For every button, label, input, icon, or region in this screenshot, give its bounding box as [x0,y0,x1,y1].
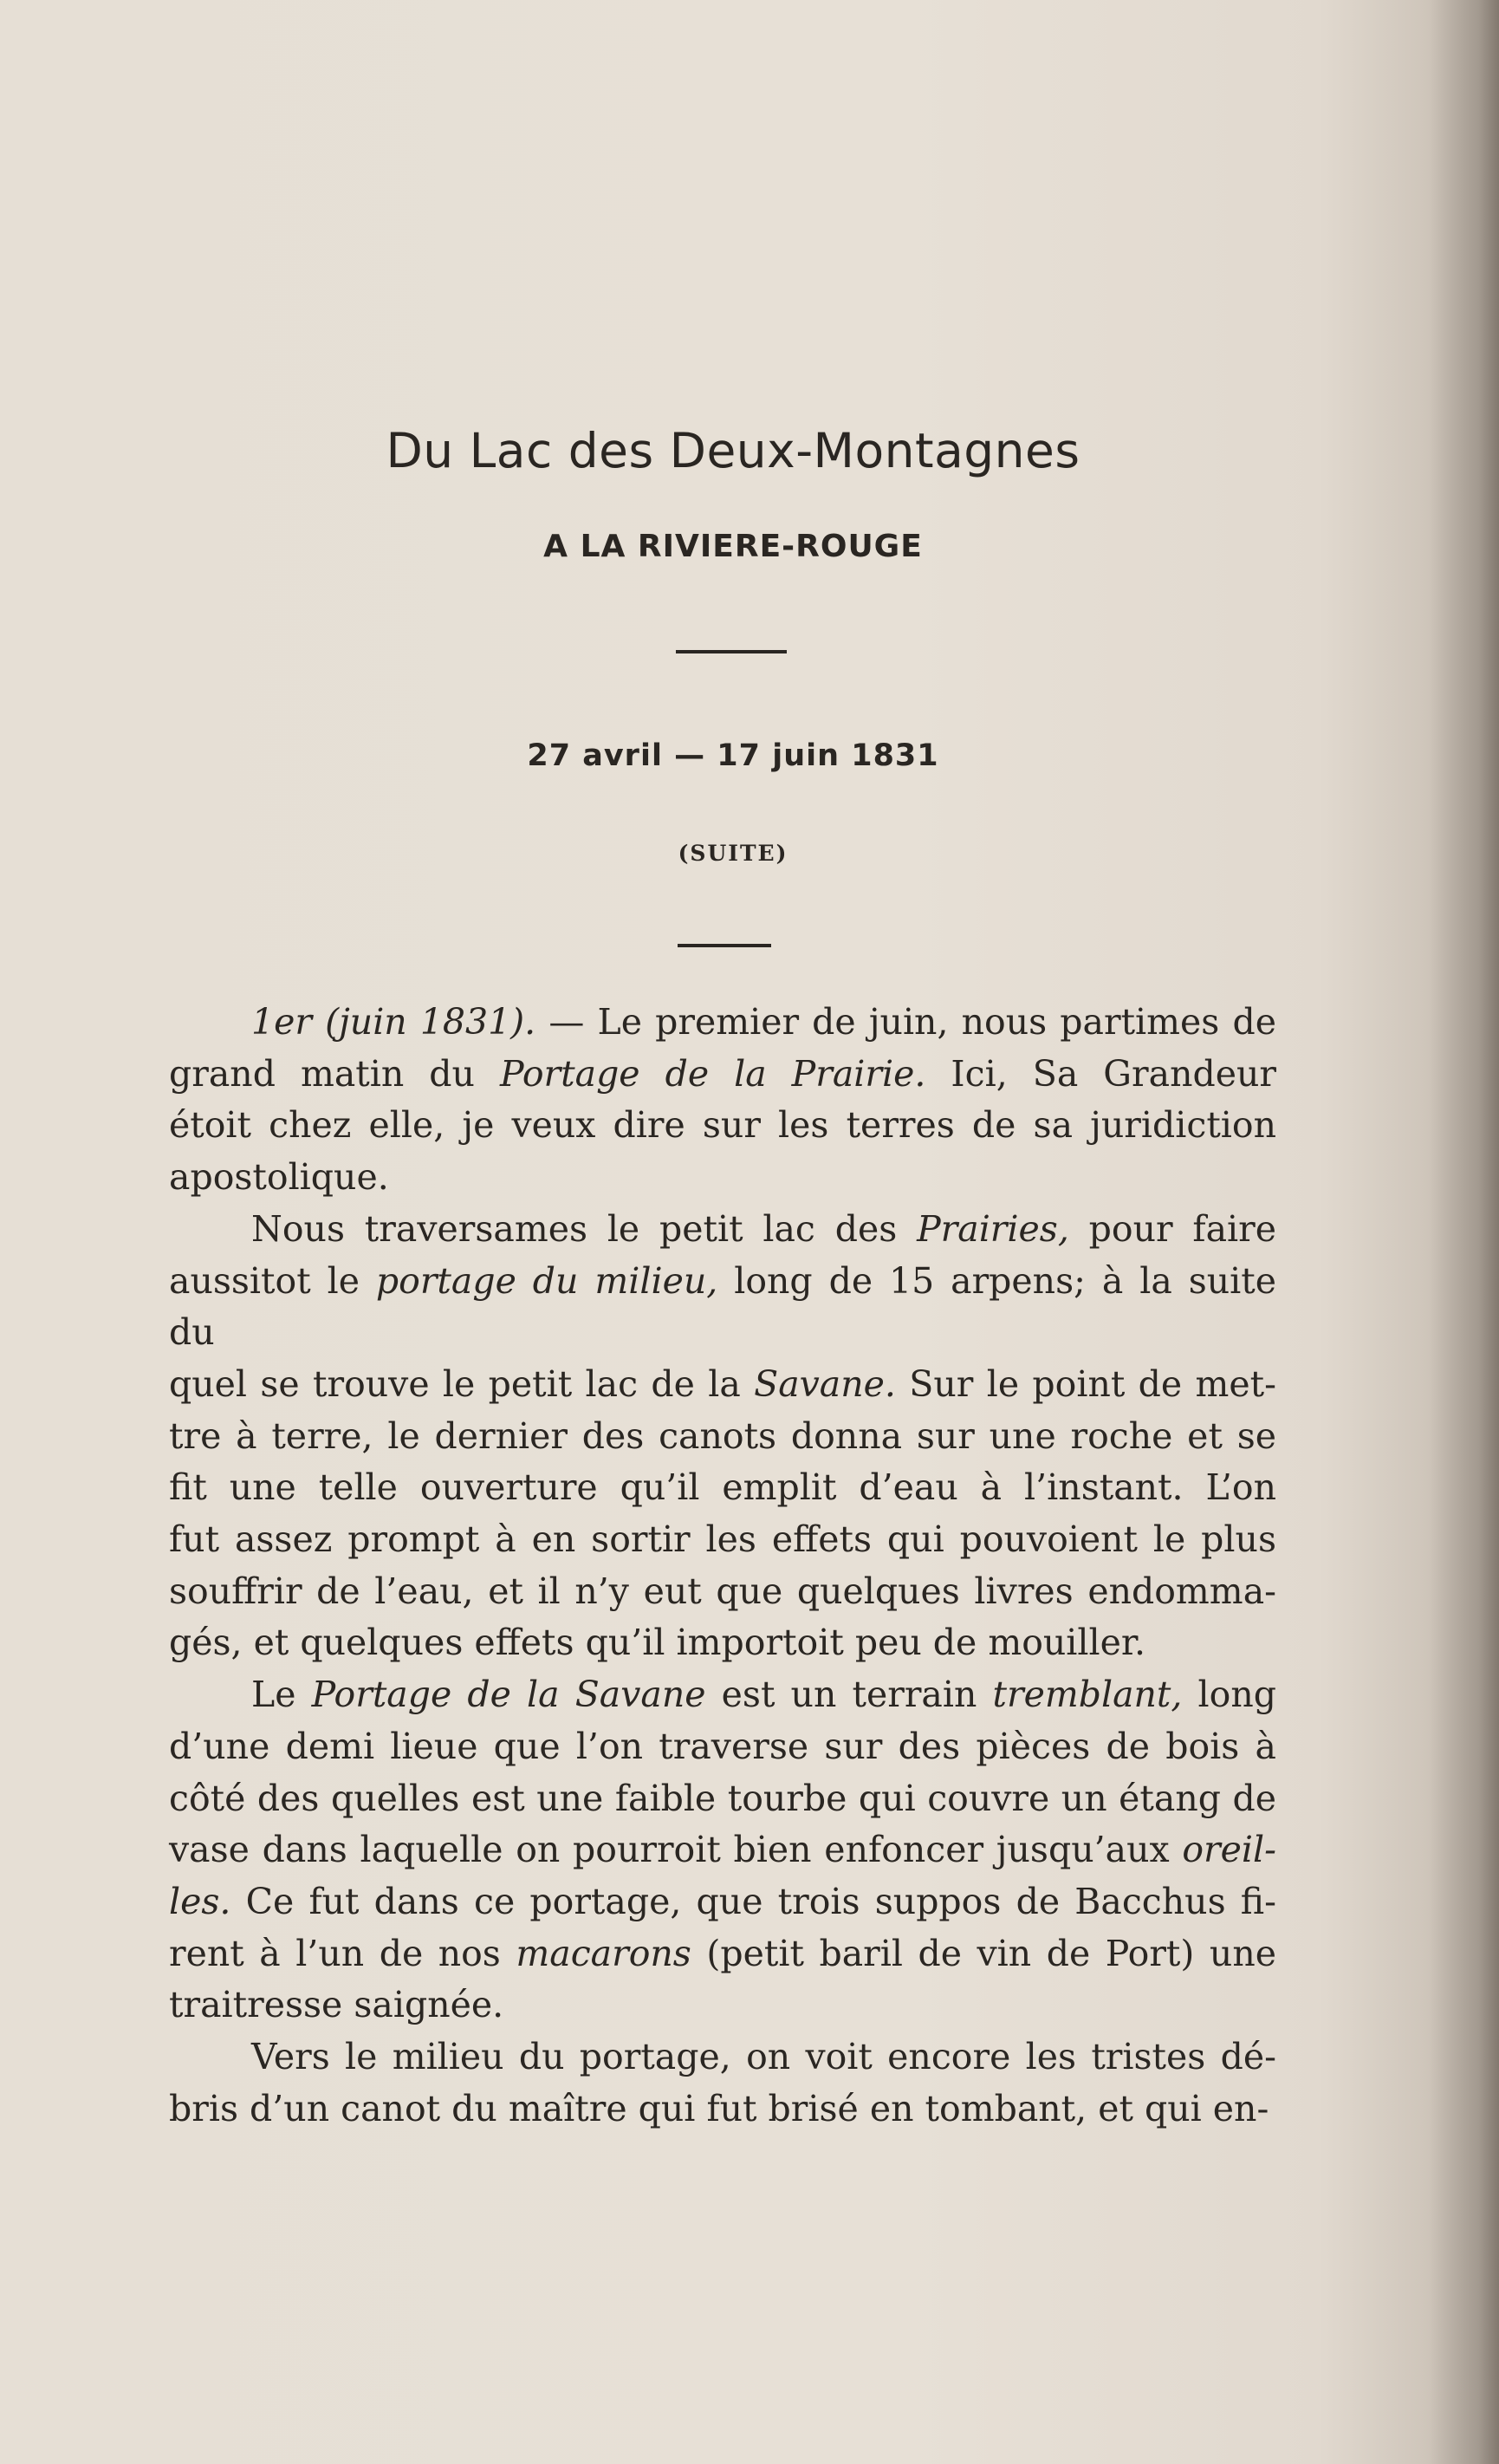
text-line [169,1617,1276,1669]
italic-text: Prairies, [917,1207,1069,1250]
chapter-subtitle: A LA RIVIERE-ROUGE [543,529,923,564]
text-span: Ici, Sa Grandeur [925,1052,1276,1095]
italic-text: tremblant, [992,1674,1183,1716]
italic-text: Portage de la Savane [311,1674,706,1716]
italic-text: Portage de la Prairie. [499,1052,926,1095]
date-range: 27 avril — 17 juin 1831 [527,738,939,773]
italic-text: oreil- [1182,1829,1276,1871]
text-span: fut assez prompt à en sortir les effets qui pouvoient le plus [169,1518,1276,1561]
text-span: gés, et quelques effets qu’il importoit peu de mouiller. [169,1622,1146,1664]
italic-text: macarons [516,1932,691,1974]
text-span: Ce fut dans ce portage, que trois suppos de Bacchus fi- [230,1880,1276,1922]
italic-text: 1er (juin 1831). [251,1001,549,1043]
text-span: long [1182,1674,1277,1716]
text-line [169,997,1276,1049]
text-span: Le [251,1674,312,1716]
text-line [169,1721,1276,1773]
text-line [169,1049,1276,1101]
text-line [169,1411,1276,1463]
text-span: quel se trouve le petit lac de la [169,1362,755,1405]
italic-text: portage du milieu, [375,1259,718,1302]
text-span: pour faire [1068,1207,1276,1250]
text-line [169,1256,1276,1359]
text-span: Vers le milieu du portage, on voit encore les tristes dé- [251,2036,1276,2078]
text-span: aussitot le [169,1259,376,1302]
text-span: traitresse saignée. [169,1984,504,2026]
text-span: souffrir de l’eau, et il n’y eut que quelques livres endomma- [169,1570,1276,1612]
text-span: grand matin du [169,1052,500,1095]
text-span: long de 15 arpens; à la suite du [169,1259,1277,1354]
text-line [169,1824,1276,1876]
text-span: tre à terre, le dernier des canots donna sur une roche et se [169,1414,1276,1457]
text-span: rent à l’un de nos [169,1932,516,1974]
italic-text: Savane. [754,1362,896,1405]
page-edge-shadow [1430,0,1499,2464]
text-line [169,1876,1276,1928]
text-line [169,1566,1276,1618]
text-span: est un terrain [705,1674,993,1716]
text-span: bris d’un canot du maître qui fut brisé en tombant, et qui en- [169,2087,1269,2129]
text-line [169,1773,1276,1825]
text-span: Nous traversames le petit lac des [251,1207,918,1250]
text-line [169,1204,1276,1256]
text-span: — Le premier de juin, nous partimes de [548,1001,1276,1043]
text-line [169,1100,1276,1152]
text-line [169,2084,1276,2136]
continuation-label: (SUITE) [678,841,788,866]
text-line [169,1514,1276,1566]
text-line [169,1980,1276,2032]
body-text [169,997,1276,2135]
italic-text: les. [169,1880,231,1922]
text-span: apostolique. [169,1156,389,1199]
text-span: Sur le point de met- [895,1362,1276,1405]
text-span: étoit chez elle, je veux dire sur les terres de sa juridiction [169,1104,1276,1147]
chapter-title: Du Lac des Deux-Montagnes [386,423,1080,478]
text-line [169,1669,1276,1721]
text-line [169,1928,1276,1980]
text-line [169,1359,1276,1411]
divider-rule [676,650,787,653]
text-span: côté des quelles est une faible tourbe qui couvre un étang de [169,1777,1276,1819]
text-span: d’une demi lieue que l’on traverse sur des pièces de bois à [169,1725,1276,1767]
text-span: fit une telle ouverture qu’il emplit d’eau à l’instant. L’on [169,1466,1276,1509]
text-line [169,2032,1276,2084]
text-line [169,1462,1276,1514]
text-span: (petit baril de vin de Port) une [691,1932,1276,1974]
text-span: vase dans laquelle on pourroit bien enfoncer jusqu’aux [169,1829,1183,1871]
text-line [169,1152,1276,1204]
divider-rule [678,944,771,947]
